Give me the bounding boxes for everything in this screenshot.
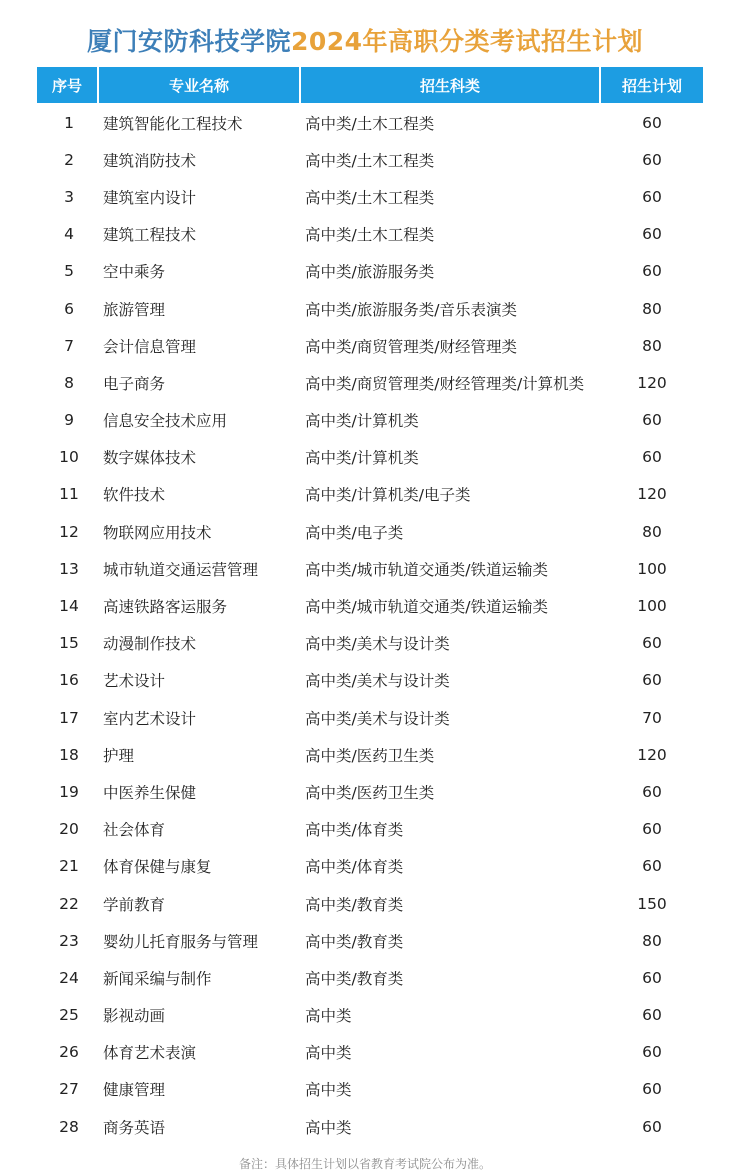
cell-major: 建筑智能化工程技术 — [103, 114, 243, 133]
cell-index: 6 — [64, 299, 74, 318]
cell-category: 高中类/土木工程类 — [305, 114, 435, 133]
cell-major: 护理 — [103, 746, 135, 765]
table-row — [37, 141, 703, 178]
cell-major: 建筑工程技术 — [103, 226, 197, 245]
cell-index: 10 — [59, 448, 79, 467]
cell-index: 20 — [59, 820, 79, 839]
cell-index: 27 — [59, 1080, 79, 1099]
table-row — [37, 736, 703, 773]
table-row — [37, 625, 703, 662]
table-row — [37, 178, 703, 215]
cell-quota: 60 — [642, 820, 662, 839]
cell-index: 23 — [59, 931, 79, 950]
cell-category: 高中类/土木工程类 — [305, 188, 435, 207]
table-row — [37, 662, 703, 699]
cell-category: 高中类/旅游服务类/音乐表演类 — [305, 300, 517, 319]
table-row — [37, 922, 703, 959]
cell-category: 高中类/教育类 — [305, 932, 404, 951]
cell-category: 高中类/美术与设计类 — [305, 709, 450, 728]
cell-major: 建筑消防技术 — [103, 151, 197, 170]
table-row — [37, 253, 703, 290]
table-row — [37, 1108, 703, 1145]
cell-category: 高中类/城市轨道交通类/铁道运输类 — [305, 560, 548, 579]
cell-major: 软件技术 — [103, 486, 166, 505]
cell-category: 高中类/教育类 — [305, 969, 404, 988]
cell-major: 学前教育 — [103, 895, 166, 914]
cell-quota: 60 — [642, 1043, 662, 1062]
cell-category: 高中类/商贸管理类/财经管理类/计算机类 — [305, 374, 585, 393]
cell-index: 7 — [64, 336, 74, 355]
cell-category: 高中类/医药卫生类 — [305, 746, 435, 765]
cell-category: 高中类 — [305, 1007, 352, 1026]
cell-quota: 80 — [642, 931, 662, 950]
header-major: 专业名称 — [99, 67, 301, 103]
cell-major: 数字媒体技术 — [103, 449, 197, 468]
cell-quota: 120 — [637, 373, 667, 392]
table-row — [37, 997, 703, 1034]
cell-category: 高中类 — [305, 1118, 352, 1137]
enrollment-table — [37, 67, 703, 1145]
cell-category: 高中类/城市轨道交通类/铁道运输类 — [305, 598, 548, 617]
cell-quota: 80 — [642, 299, 662, 318]
cell-category: 高中类/计算机类/电子类 — [305, 486, 471, 505]
cell-major: 艺术设计 — [103, 672, 166, 691]
cell-quota: 60 — [642, 1080, 662, 1099]
table-body — [37, 104, 703, 1145]
cell-category: 高中类/计算机类 — [305, 449, 419, 468]
cell-major: 新闻采编与制作 — [103, 969, 212, 988]
cell-category: 高中类/医药卫生类 — [305, 783, 435, 802]
cell-index: 18 — [59, 745, 79, 764]
cell-major: 高速铁路客运服务 — [103, 598, 228, 617]
table-row — [37, 364, 703, 401]
cell-major: 会计信息管理 — [103, 337, 197, 356]
table-row — [37, 104, 703, 141]
cell-category: 高中类/体育类 — [305, 858, 404, 877]
table-row — [37, 327, 703, 364]
header-index: 序号 — [37, 67, 99, 103]
cell-index: 1 — [64, 113, 74, 132]
cell-category: 高中类/土木工程类 — [305, 151, 435, 170]
cell-quota: 60 — [642, 150, 662, 169]
table-row — [37, 699, 703, 736]
table-header — [37, 67, 703, 103]
cell-quota: 60 — [642, 634, 662, 653]
cell-quota: 150 — [637, 894, 667, 913]
cell-quota: 120 — [637, 485, 667, 504]
cell-major: 旅游管理 — [103, 300, 166, 319]
cell-quota: 60 — [642, 225, 662, 244]
cell-category: 高中类/旅游服务类 — [305, 263, 435, 282]
table-row — [37, 811, 703, 848]
cell-major: 商务英语 — [103, 1118, 166, 1137]
cell-category: 高中类/体育类 — [305, 821, 404, 840]
cell-category: 高中类/商贸管理类/财经管理类 — [305, 337, 517, 356]
cell-index: 11 — [59, 485, 79, 504]
cell-index: 15 — [59, 634, 79, 653]
cell-major: 婴幼儿托育服务与管理 — [103, 932, 259, 951]
table-row — [37, 1034, 703, 1071]
cell-category: 高中类/美术与设计类 — [305, 672, 450, 691]
cell-category: 高中类/计算机类 — [305, 412, 419, 431]
cell-major: 城市轨道交通运营管理 — [103, 560, 259, 579]
table-row — [37, 402, 703, 439]
cell-index: 22 — [59, 894, 79, 913]
cell-major: 物联网应用技术 — [103, 523, 212, 542]
table-row — [37, 476, 703, 513]
cell-major: 健康管理 — [103, 1081, 166, 1100]
cell-index: 28 — [59, 1117, 79, 1136]
cell-index: 19 — [59, 782, 79, 801]
cell-quota: 60 — [642, 411, 662, 430]
cell-index: 25 — [59, 1006, 79, 1025]
table-row — [37, 959, 703, 996]
table-row — [37, 773, 703, 810]
cell-quota: 60 — [642, 968, 662, 987]
cell-major: 社会体育 — [103, 821, 166, 840]
cell-category: 高中类/电子类 — [305, 523, 404, 542]
cell-category: 高中类/美术与设计类 — [305, 635, 450, 654]
cell-category: 高中类 — [305, 1081, 352, 1100]
table-row — [37, 216, 703, 253]
cell-major: 信息安全技术应用 — [103, 412, 228, 431]
cell-quota: 60 — [642, 1117, 662, 1136]
table-row — [37, 550, 703, 587]
cell-index: 21 — [59, 857, 79, 876]
cell-major: 影视动画 — [103, 1007, 166, 1026]
footnote: 备注：具体招生计划以省教育考试院公布为准。 — [238, 1157, 491, 1171]
cell-major: 体育艺术表演 — [103, 1044, 197, 1063]
table-row — [37, 513, 703, 550]
cell-quota: 60 — [642, 857, 662, 876]
cell-quota: 60 — [642, 262, 662, 281]
cell-major: 建筑室内设计 — [103, 188, 197, 207]
cell-index: 17 — [59, 708, 79, 727]
page-title — [0, 22, 730, 58]
cell-major: 体育保健与康复 — [103, 858, 212, 877]
cell-quota: 100 — [637, 597, 667, 616]
table-row — [37, 290, 703, 327]
cell-index: 14 — [59, 597, 79, 616]
cell-index: 16 — [59, 671, 79, 690]
cell-quota: 100 — [637, 559, 667, 578]
header-category: 招生科类 — [301, 67, 601, 103]
cell-quota: 120 — [637, 745, 667, 764]
title-school-name: 厦门安防科技学院 — [86, 27, 291, 56]
cell-quota: 60 — [642, 113, 662, 132]
cell-quota: 70 — [642, 708, 662, 727]
cell-index: 3 — [64, 187, 74, 206]
cell-major: 动漫制作技术 — [103, 635, 197, 654]
cell-quota: 60 — [642, 671, 662, 690]
cell-index: 24 — [59, 968, 79, 987]
cell-quota: 60 — [642, 1006, 662, 1025]
cell-category: 高中类/教育类 — [305, 895, 404, 914]
table-row — [37, 1071, 703, 1108]
cell-quota: 80 — [642, 336, 662, 355]
cell-index: 12 — [59, 522, 79, 541]
cell-index: 2 — [64, 150, 74, 169]
cell-major: 中医养生保健 — [103, 783, 197, 802]
cell-major: 电子商务 — [103, 374, 166, 393]
cell-index: 8 — [64, 373, 74, 392]
table-row — [37, 885, 703, 922]
cell-index: 26 — [59, 1043, 79, 1062]
cell-category: 高中类 — [305, 1044, 352, 1063]
cell-quota: 60 — [642, 448, 662, 467]
cell-index: 5 — [64, 262, 74, 281]
header-quota: 招生计划 — [621, 76, 682, 95]
title-plan-name: 2024年高职分类考试招生计划 — [290, 27, 644, 56]
cell-category: 高中类/土木工程类 — [305, 226, 435, 245]
table-row — [37, 587, 703, 624]
cell-index: 9 — [64, 411, 74, 430]
cell-major: 空中乘务 — [103, 263, 166, 282]
cell-quota: 80 — [642, 522, 662, 541]
cell-index: 4 — [64, 225, 74, 244]
cell-quota: 60 — [642, 782, 662, 801]
table-row — [37, 848, 703, 885]
cell-major: 室内艺术设计 — [103, 709, 197, 728]
cell-quota: 60 — [642, 187, 662, 206]
table-row — [37, 439, 703, 476]
cell-index: 13 — [59, 559, 79, 578]
